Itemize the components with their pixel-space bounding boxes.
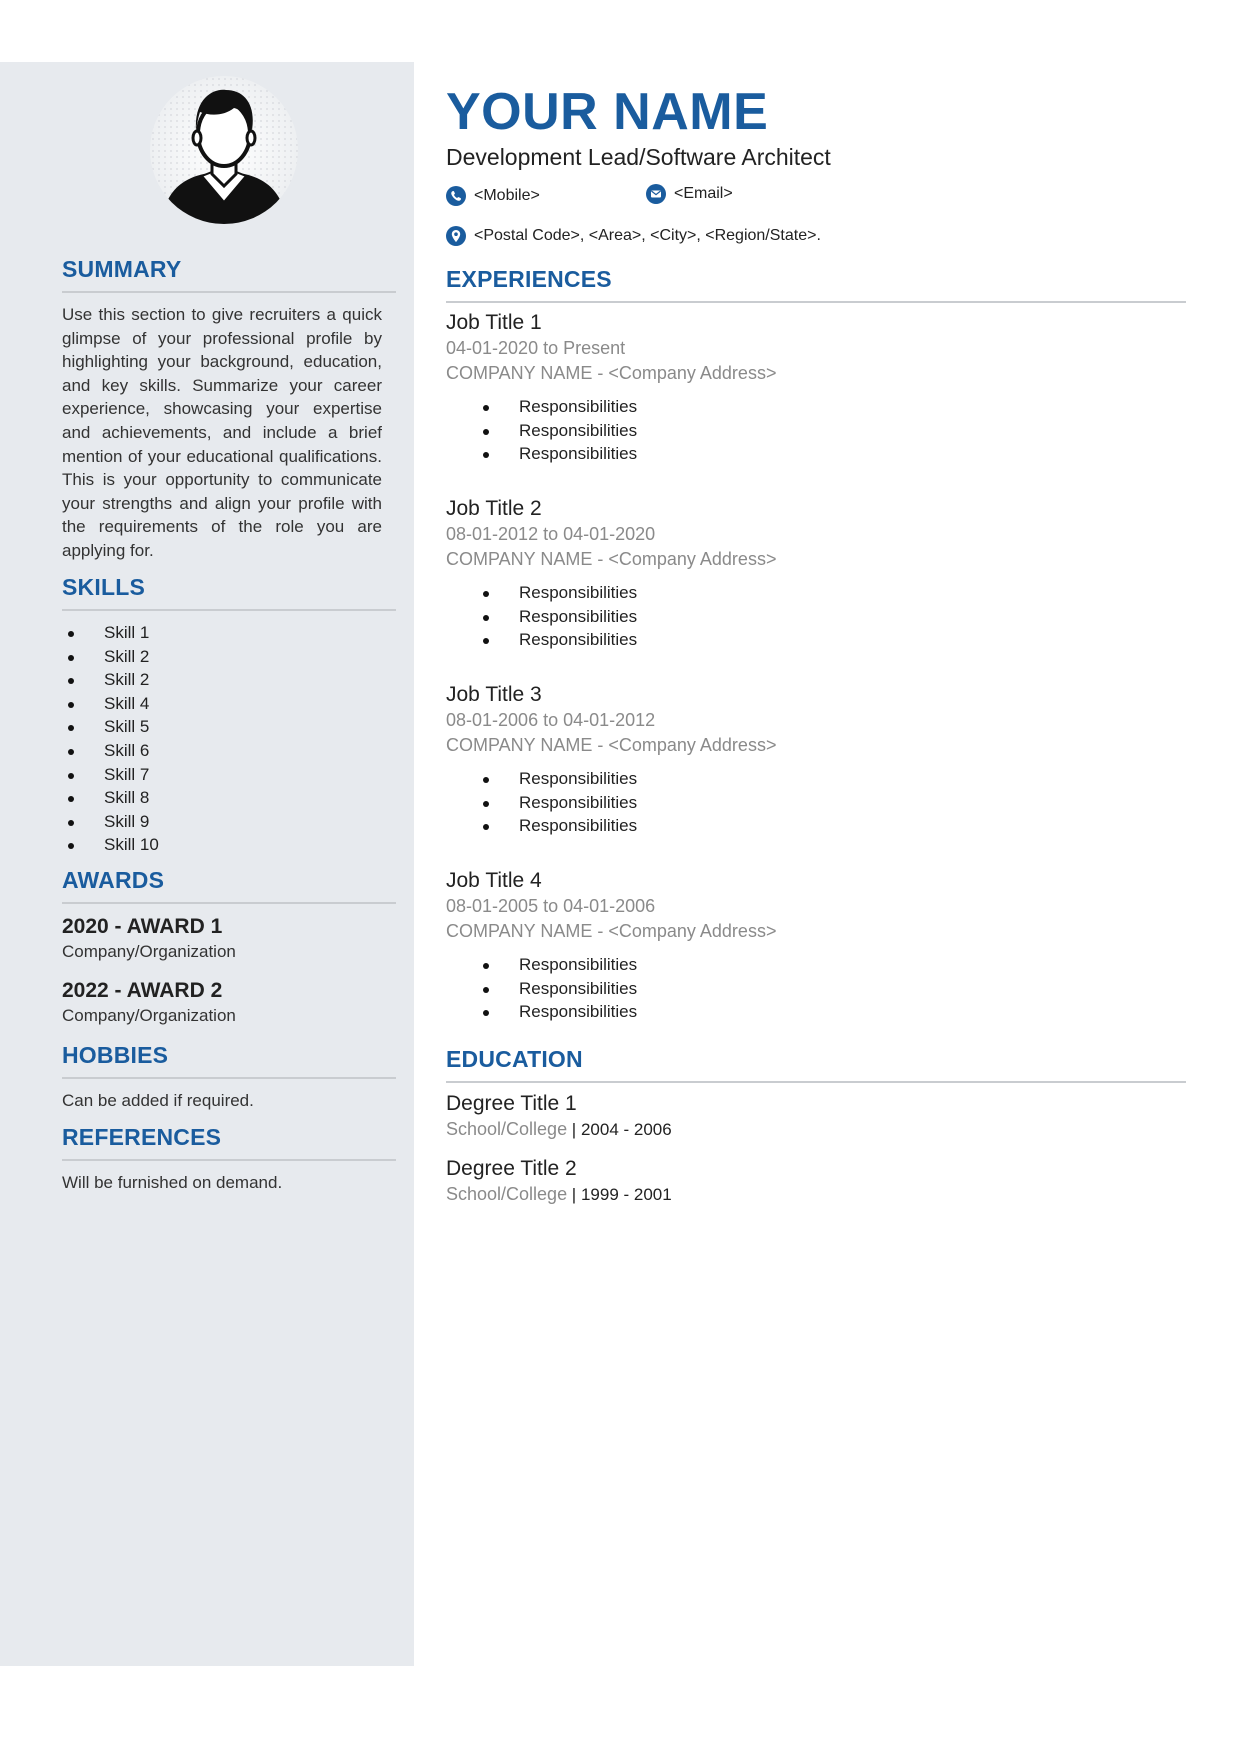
email-text: <Email> [674,185,733,202]
summary-text: Use this section to give recruiters a quick glimpse of your professional profile by highlighting your background, education, and key skills. Summarize your career experience, showcasing your expertise and achievements, and include a brief mention of your educational qualifications. This is your opportunity to communicate your strengths and align your profile with the requirements of the role you are applying for. [62,305,382,560]
job-entry [446,868,1186,1024]
award-title: 2022 - AWARD 2 [62,979,223,1002]
responsibilities-list [446,953,1186,1024]
job-entry [446,496,1186,652]
degree-school: School/College [446,1119,568,1139]
responsibility-item: Responsibilities [446,977,1186,1001]
degree-details [446,1117,1186,1142]
address-contact [446,226,821,246]
degree-separator: | [567,1185,581,1204]
responsibilities-list [446,767,1186,838]
education-entry [446,1090,1186,1142]
degree-separator: | [567,1120,581,1139]
skill-item: Skill 5 [62,715,396,739]
award-organization: Company/Organization [62,1006,236,1025]
skill-item: Skill 2 [62,645,396,669]
degree-details [446,1182,1186,1207]
degree-school: School/College [446,1184,568,1204]
responsibility-item: Responsibilities [446,605,1186,629]
job-dates: 08-01-2005 to 04-01-2006 [446,896,656,916]
award-title: 2020 - AWARD 1 [62,915,223,938]
summary-heading: SUMMARY [62,256,396,293]
skill-item: Skill 1 [62,621,396,645]
skill-item: Skill 10 [62,833,396,857]
skill-item: Skill 8 [62,786,396,810]
degree-years: 2004 - 2006 [580,1120,672,1139]
summary-section [62,256,396,563]
mobile-text: <Mobile> [474,187,540,204]
job-title: Job Title 4 [446,869,542,892]
skill-item: Skill 4 [62,692,396,716]
responsibility-item: Responsibilities [446,791,1186,815]
candidate-name: YOUR NAME [446,83,769,141]
mobile-contact [446,186,540,206]
person-avatar-icon [150,76,298,224]
experiences-section [446,266,1186,303]
responsibility-item: Responsibilities [446,1000,1186,1024]
education-section [446,1046,1186,1083]
skills-section [62,574,396,857]
job-title: Job Title 1 [446,311,542,334]
hobbies-text: Can be added if required. [62,1091,254,1110]
education-entry [446,1155,1186,1207]
references-section [62,1124,396,1195]
responsibility-item: Responsibilities [446,628,1186,652]
responsibility-item: Responsibilities [446,419,1186,443]
awards-heading: AWARDS [62,867,396,904]
education-heading: EDUCATION [446,1046,1186,1083]
job-company: COMPANY NAME - <Company Address> [446,735,777,755]
degree-title: Degree Title 2 [446,1157,577,1180]
awards-section [62,867,396,1042]
experiences-heading: EXPERIENCES [446,266,1186,303]
responsibility-item: Responsibilities [446,395,1186,419]
responsibility-item: Responsibilities [446,767,1186,791]
job-company: COMPANY NAME - <Company Address> [446,921,777,941]
responsibilities-list [446,581,1186,652]
skills-list [62,621,396,857]
award-organization: Company/Organization [62,942,236,961]
location-pin-icon [446,226,466,246]
responsibility-item: Responsibilities [446,953,1186,977]
responsibility-item: Responsibilities [446,581,1186,605]
responsibilities-list [446,395,1186,466]
degree-years: 1999 - 2001 [580,1185,672,1204]
job-dates: 04-01-2020 to Present [446,338,626,358]
references-text: Will be furnished on demand. [62,1173,283,1192]
hobbies-section [62,1042,396,1113]
email-icon [646,184,666,204]
phone-icon [446,186,466,206]
job-dates: 08-01-2012 to 04-01-2020 [446,524,656,544]
degree-title: Degree Title 1 [446,1092,577,1115]
skill-item: Skill 6 [62,739,396,763]
address-text: <Postal Code>, <Area>, <City>, <Region/State>. [474,227,821,244]
job-title: Job Title 3 [446,683,542,706]
references-heading: REFERENCES [62,1124,396,1161]
skills-heading: SKILLS [62,574,396,611]
candidate-role: Development Lead/Software Architect [446,144,831,170]
job-entry [446,310,1186,466]
skill-item: Skill 9 [62,810,396,834]
job-dates: 08-01-2006 to 04-01-2012 [446,710,656,730]
hobbies-heading: HOBBIES [62,1042,396,1079]
job-entry [446,682,1186,838]
job-company: COMPANY NAME - <Company Address> [446,363,777,383]
responsibility-item: Responsibilities [446,442,1186,466]
job-title: Job Title 2 [446,497,542,520]
responsibility-item: Responsibilities [446,814,1186,838]
skill-item: Skill 2 [62,668,396,692]
skill-item: Skill 7 [62,763,396,787]
email-contact [646,184,733,204]
job-company: COMPANY NAME - <Company Address> [446,549,777,569]
sidebar [0,62,414,1666]
